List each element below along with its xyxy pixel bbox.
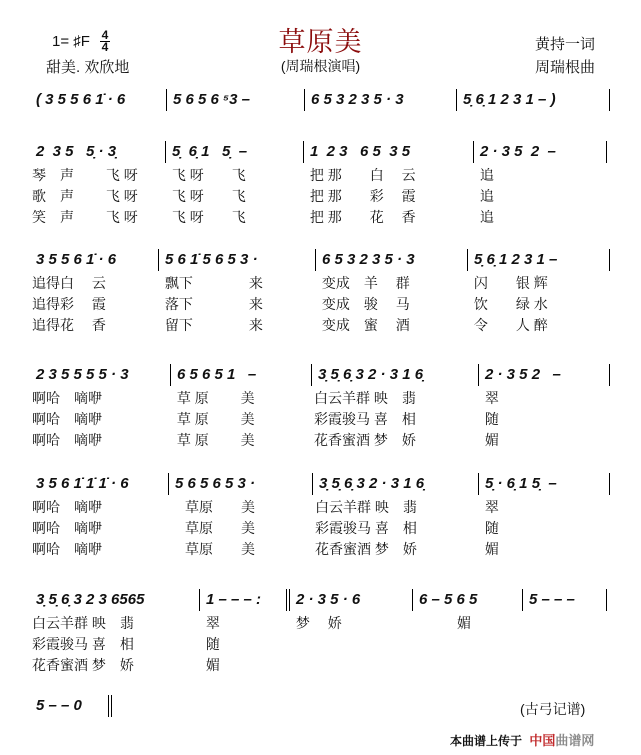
lyric-verse-1: 白云羊群 映 翡 <box>314 390 416 406</box>
measure <box>169 473 313 560</box>
measure-lyrics <box>169 497 313 560</box>
measure-notes: 3̣ 5̣ 6̣ 3 2 3 6565 <box>30 589 200 611</box>
measure-lyrics <box>468 273 610 336</box>
lyric-verse-1: 啊哈 嘀咿 <box>32 499 102 515</box>
measure-notes: 6 5 6 5 1 – <box>171 364 312 386</box>
measure-notes: ( 3 5 5 6 1̇ · 6 <box>30 89 167 111</box>
lyric-verse-3 <box>525 655 607 676</box>
measure <box>304 141 474 228</box>
measure-notes: 3 5 6 1̇ 1̇ 1̇ · 6 <box>30 473 169 495</box>
measure-notes: 5 6 5 6 5 3 · <box>169 473 313 495</box>
measure-notes: 5 – – 0 <box>30 695 112 717</box>
lyric-verse-2 <box>415 634 523 655</box>
measure-notes: 2 · 3 5 · 6 <box>290 589 413 611</box>
lyric-verse-2: 啊哈 嘀咿 <box>32 520 102 536</box>
lyric-verse-3: 把 那 花 香 <box>306 209 416 225</box>
lyric-verse-3: 花香蜜酒 梦 娇 <box>315 541 417 557</box>
lyric-verse-1 <box>525 613 607 634</box>
measure-lyrics <box>523 613 607 676</box>
measure-lyrics <box>479 497 610 560</box>
lyric-verse-2: 彩霞骏马 喜 相 <box>315 520 417 536</box>
lyric-verse-1: 啊哈 嘀咿 <box>32 390 102 406</box>
lyric-verse-2: 啊哈 嘀咿 <box>32 411 102 427</box>
lyric-verse-1: 梦 娇 <box>292 615 342 631</box>
measure-notes: 1 2 3 6 5 3 5 <box>304 141 474 163</box>
measure <box>30 141 166 228</box>
lyric-verse-1: 琴 声 飞 呀 <box>32 167 138 183</box>
measure-notes: 3 5 5 6 1̇ · 6 <box>30 249 159 271</box>
measure <box>313 473 479 560</box>
measure-lyrics <box>479 388 610 451</box>
lyric-verse-3: 啊哈 嘀咿 <box>32 541 102 557</box>
measure-notes: 6 – 5 6 5 <box>413 589 523 611</box>
key-signature: 1= ♯F <box>52 33 90 50</box>
measure <box>30 695 112 717</box>
measure-lyrics <box>30 388 171 451</box>
composer-credit: 周瑞根曲 <box>535 59 596 76</box>
measure-notes: 6 5 3 2 3 5 · 3 <box>305 89 457 111</box>
lyric-verse-2: 草 原 美 <box>173 411 255 427</box>
measure <box>316 249 468 336</box>
time-signature-bottom: 4 <box>101 40 109 54</box>
singer-credit: (周瑞根演唱) <box>280 58 361 74</box>
measure <box>479 473 610 560</box>
measure <box>159 249 316 336</box>
measure-lyrics <box>316 273 468 336</box>
measure-notes: 6 5 3 2 3 5 · 3 <box>316 249 468 271</box>
lyric-verse-2: 变成 骏 马 <box>318 296 410 312</box>
measure-notes: 5̣ · 6̣ 1 5̣ – <box>479 473 610 495</box>
intro-system <box>30 89 610 111</box>
lyric-verse-1: 追得白 云 <box>32 275 106 291</box>
measure <box>523 589 607 676</box>
measure <box>413 589 523 676</box>
lyric-verse-1: 翠 <box>481 499 499 515</box>
measure <box>30 589 200 676</box>
lyric-verse-2: 彩霞骏马 喜 相 <box>314 411 416 427</box>
measure-notes: 5̣ 6̣ 1 2 3 1 – <box>468 249 610 271</box>
measure <box>171 364 312 451</box>
measure-lyrics <box>171 388 312 451</box>
lyric-verse-3: 飞 呀 飞 <box>168 209 246 225</box>
measure-notes: 2 · 3 5 2 – <box>474 141 607 163</box>
measure <box>305 89 457 111</box>
measure-notes: 5 6 5 6 ⁵3 – <box>167 89 305 111</box>
time-signature-top: 4 <box>101 28 109 42</box>
site-logo-part-a: 中国 <box>529 733 556 748</box>
song-title: 草原美 <box>278 27 363 57</box>
measure <box>30 473 169 560</box>
lyric-verse-2: 随 <box>481 411 499 427</box>
lyric-verse-2: 歌 声 飞 呀 <box>32 188 138 204</box>
lyric-verse-1: 白云羊群 映 翡 <box>315 499 417 515</box>
measure <box>474 141 607 228</box>
lyric-verse-1: 翠 <box>481 390 499 406</box>
measure <box>457 89 610 111</box>
measure-lyrics <box>30 273 159 336</box>
lyric-verse-3: 草 原 美 <box>173 432 255 448</box>
lyric-verse-2 <box>525 634 607 655</box>
lyric-verse-3: 留下 来 <box>161 317 263 333</box>
measure-lyrics <box>30 165 166 228</box>
measure <box>30 249 159 336</box>
measure-notes: 1 – – – : <box>200 589 290 611</box>
lyric-verse-1: 把 那 白 云 <box>306 167 416 183</box>
upload-footer <box>450 730 594 749</box>
lyric-verse-1: 闪 银 辉 <box>470 275 548 291</box>
score-system <box>30 695 112 717</box>
measure-notes: 3̣ 5̣ 6̣ 3 2 · 3 1 6̣ <box>313 473 479 495</box>
measure <box>312 364 479 451</box>
lyric-verse-3 <box>292 655 413 676</box>
lyric-verse-1: 飘下 来 <box>161 275 263 291</box>
measure-notes: 2 3 5 5 5 5 · 3 <box>30 364 171 386</box>
lyric-verse-2: 追得彩 霞 <box>32 296 106 312</box>
lyric-verse-3: 媚 <box>481 541 499 557</box>
lyric-verse-1: 草 原 美 <box>173 390 255 406</box>
measure-lyrics <box>313 497 479 560</box>
tempo-marking: 甜美. 欢欣地 <box>46 59 130 76</box>
score-system <box>30 473 610 560</box>
lyric-verse-3: 啊哈 嘀咿 <box>32 432 102 448</box>
lyric-verse-3 <box>415 655 523 676</box>
measure <box>479 364 610 451</box>
lyric-verse-3: 花香蜜酒 梦 娇 <box>314 432 416 448</box>
lyric-verse-1: 飞 呀 飞 <box>168 167 246 183</box>
lyric-verse-1: 翠 <box>202 615 220 631</box>
score-system <box>30 589 607 676</box>
lyric-verse-2: 彩霞骏马 喜 相 <box>32 636 134 652</box>
measure-notes: 5 6 1̇ 5 6 5 3 · <box>159 249 316 271</box>
upload-text: 本曲谱上传于 <box>450 734 523 748</box>
measure <box>167 89 305 111</box>
measure <box>30 364 171 451</box>
lyric-verse-1: 媚 <box>415 615 471 631</box>
site-logo[interactable] <box>529 733 594 748</box>
measure-lyrics <box>290 613 413 676</box>
measure <box>30 89 167 111</box>
lyric-verse-2: 随 <box>202 636 220 652</box>
lyric-verse-3: 追 <box>476 209 494 225</box>
lyric-verse-2: 随 <box>481 520 499 536</box>
lyric-verse-3: 草原 美 <box>171 541 255 557</box>
lyric-verse-2 <box>292 634 413 655</box>
measure-lyrics <box>304 165 474 228</box>
transcriber-credit: (古弓记谱) <box>520 701 586 717</box>
measure-notes: 5̣ 6̣ 1 5̣ – <box>166 141 304 163</box>
score-system <box>30 249 610 336</box>
lyric-verse-3: 变成 蜜 酒 <box>318 317 410 333</box>
lyric-verse-2: 把 那 彩 霞 <box>306 188 416 204</box>
measure-notes: 2 3 5 5̣ · 3̣ <box>30 141 166 163</box>
lyric-verse-1: 追 <box>476 167 494 183</box>
lyric-verse-2: 落下 来 <box>161 296 263 312</box>
lyric-verse-2: 草原 美 <box>171 520 255 536</box>
score-system <box>30 141 607 228</box>
lyric-verse-3: 追得花 香 <box>32 317 106 333</box>
measure-lyrics <box>30 497 169 560</box>
lyricist-credit: 黄持一词 <box>535 36 596 53</box>
lyric-verse-2: 飞 呀 飞 <box>168 188 246 204</box>
lyric-verse-1: 变成 羊 群 <box>318 275 410 291</box>
lyric-verse-2: 追 <box>476 188 494 204</box>
score-system <box>30 364 610 451</box>
measure-notes: 3̣ 5̣ 6̣ 3 2 · 3 1 6̣ <box>312 364 479 386</box>
measure-notes: 5 – – – <box>523 589 607 611</box>
lyric-verse-1: 草原 美 <box>171 499 255 515</box>
measure-lyrics <box>30 613 200 676</box>
lyric-verse-3: 媚 <box>202 657 220 673</box>
lyric-verse-3: 媚 <box>481 432 499 448</box>
lyric-verse-3: 笑 声 飞 呀 <box>32 209 138 225</box>
lyric-verse-3: 花香蜜酒 梦 娇 <box>32 657 134 673</box>
measure <box>290 589 413 676</box>
measure-lyrics <box>312 388 479 451</box>
site-logo-part-b: 曲谱网 <box>555 733 595 748</box>
measure-lyrics <box>159 273 316 336</box>
lyric-verse-2: 饮 绿 水 <box>470 296 548 312</box>
measure-lyrics <box>166 165 304 228</box>
measure-notes: 5̣ 6̣ 1 2 3 1 – ) <box>457 89 610 111</box>
measure <box>200 589 290 676</box>
measure-lyrics <box>474 165 607 228</box>
measure-lyrics <box>413 613 523 676</box>
lyric-verse-1: 白云羊群 映 翡 <box>32 615 134 631</box>
measure-lyrics <box>200 613 290 676</box>
measure-notes: 2 · 3 5 2 – <box>479 364 610 386</box>
measure <box>468 249 610 336</box>
measure <box>166 141 304 228</box>
lyric-verse-3: 令 人 醉 <box>470 317 548 333</box>
